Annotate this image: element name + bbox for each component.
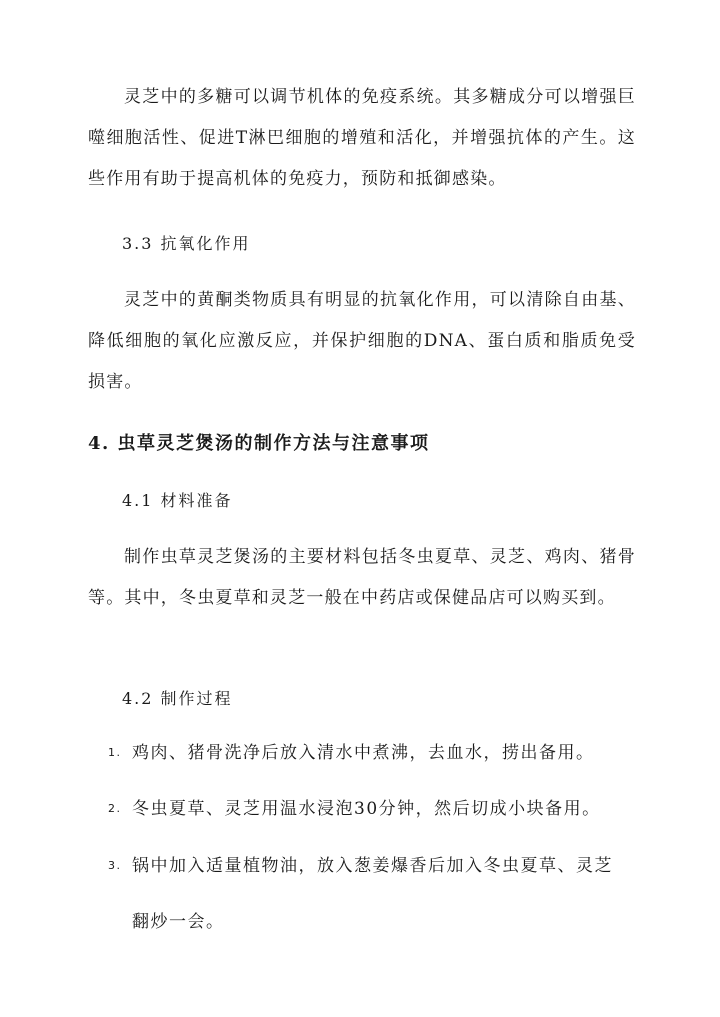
subheading-3-3: 3.3 抗氧化作用 [122, 234, 251, 253]
list-text: 锅中加入适量植物油，放入葱姜爆香后加入冬虫夏草、灵芝翻炒一会。 [132, 856, 613, 932]
list-text: 鸡肉、猪骨洗净后放入清水中煮沸，去血水，捞出备用。 [132, 743, 595, 763]
list-item-step-2 [108, 781, 628, 837]
subheading-4-2: 4.2 制作过程 [122, 689, 233, 708]
list-number: 1. [108, 746, 122, 759]
subheading-4-1: 4.1 材料准备 [122, 491, 233, 510]
list-item-step-3 [108, 838, 628, 950]
list-number: 2. [108, 802, 122, 815]
paragraph-antioxidant: 灵芝中的黄酮类物质具有明显的抗氧化作用，可以清除自由基、降低细胞的氧化应激反应，并保护细胞的DNA、蛋白质和脂质免受损害。 [88, 290, 636, 392]
paragraph-materials: 制作虫草灵芝煲汤的主要材料包括冬虫夏草、灵芝、鸡肉、猪骨等。其中，冬虫夏草和灵芝一般在中药店或保健品店可以购买到。 [88, 547, 636, 608]
section-heading-4: 4. 虫草灵芝煲汤的制作方法与注意事项 [88, 433, 430, 454]
list-text: 冬虫夏草、灵芝用温水浸泡30分钟，然后切成小块备用。 [132, 799, 601, 819]
paragraph-immune-regulation: 灵芝中的多糖可以调节机体的免疫系统。其多糖成分可以增强巨噬细胞活性、促进T淋巴细胞的增殖和活化，并增强抗体的产生。这些作用有助于提高机体的免疫力，预防和抵御感染。 [88, 87, 636, 189]
list-number: 3. [108, 859, 122, 872]
list-item-step-1 [108, 725, 628, 781]
